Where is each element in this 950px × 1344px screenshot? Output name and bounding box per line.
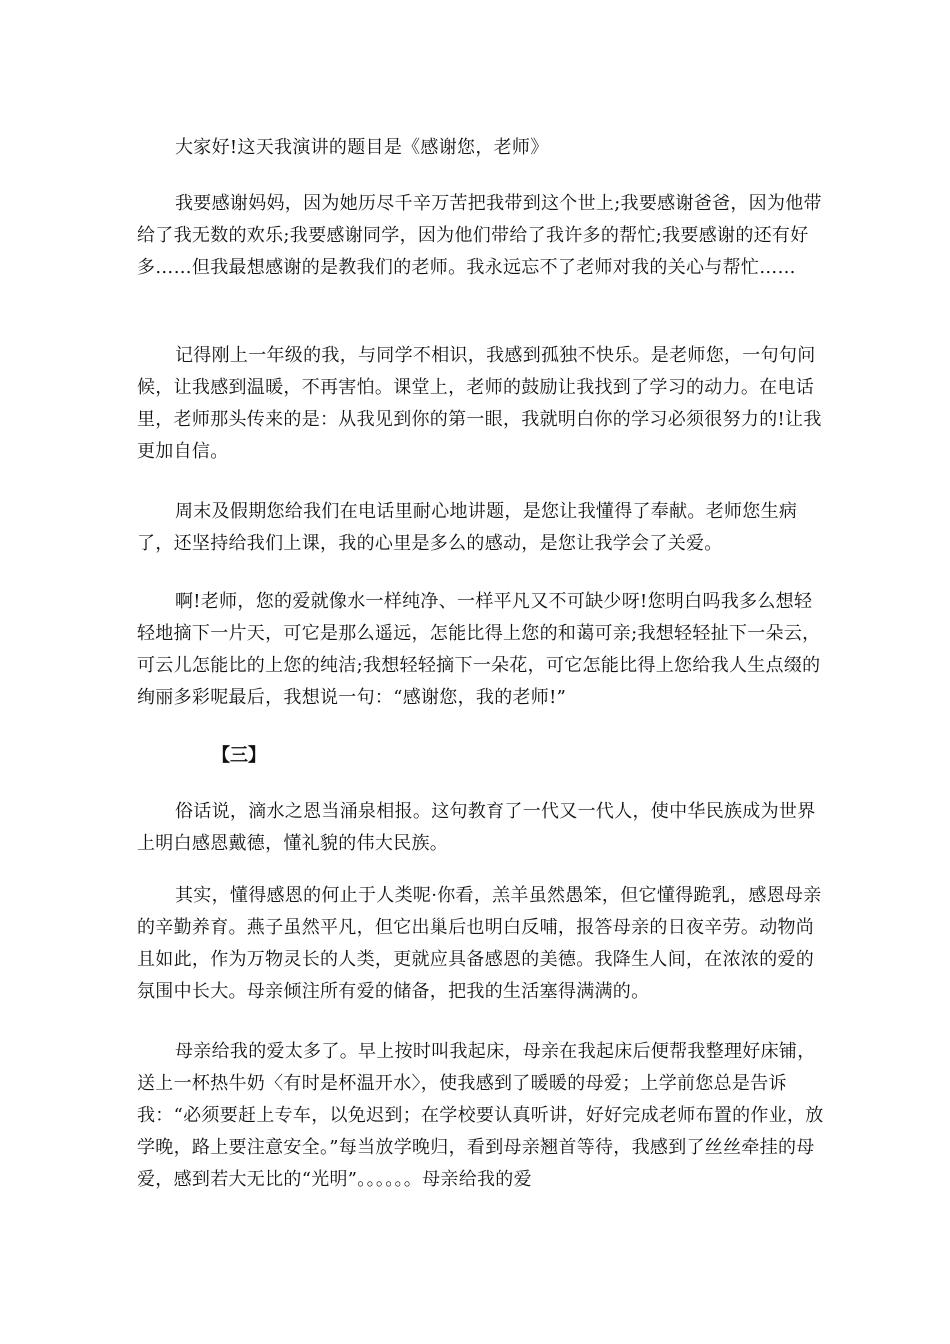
paragraph-greeting: 大家好!这天我演讲的题目是《感谢您，老师》 [175, 137, 549, 158]
paragraph-gratitude-nature: 其实，懂得感恩的何止于人类呢·你看，羔羊虽然愚笨，但它懂得跪乳，感恩母亲的辛勤养育。燕子虽然平凡，但它出巢后也明白反哺，报答母亲的日夜辛劳。动物尚且如此，作为万物灵长的人类，更就应具备感恩的美德。我降生人间，在浓浓的爱的氛围中长大。母亲倾注所有爱的储备，把我的生活塞得满满的。 [137, 885, 822, 1002]
paragraph-proverb: 俗话说，滴水之恩当涌泉相报。这句教育了一代又一代人，使中华民族成为世界上明白感恩戴德，懂礼貌的伟大民族。 [137, 801, 816, 854]
paragraph-praise: 啊!老师，您的爱就像水一样纯净、一样平凡又不可缺少呀!您明白吗我多么想轻轻地摘下一片天，可它是那么遥远，怎能比得上您的和蔼可亲;我想轻轻扯下一朵云，可云儿怎能比的上您的纯洁;我想轻轻摘下一朵花，可它怎能比得上您给我人生点缀的绚丽多彩呢最后，我想说一句：“感谢您，我的老师!” [137, 591, 821, 708]
paragraph-mother-love: 母亲给我的爱太多了。早上按时叫我起床，母亲在我起床后便帮我整理好床铺，送上一杯热牛奶〈有时是杯温开水〉，使我感到了暖暖的母爱；上学前您总是告诉我：“必须要赶上专车，以免迟到；在学校要认真听讲，好好完成老师布置的作业，放学晚，路上要注意安全。”每当放学晚归，看到母亲翘首等待，我感到了丝丝牵挂的母爱，感到若大无比的“光明”。。。。。。母亲给我的爱 [137, 1041, 824, 1190]
paragraph-memory: 记得刚上一年级的我，与同学不相识，我感到孤独不快乐。是老师您，一句句问候，让我感到温暖，不再害怕。课堂上，老师的鼓励让我找到了学习的动力。在电话里，老师那头传来的是：从我见到你的第一眼，我就明白你的学习必须很努力的!让我更加自信。 [137, 345, 822, 462]
section-heading: 【三】 [212, 745, 266, 766]
paragraph-weekend: 周末及假期您给我们在电话里耐心地讲题，是您让我懂得了奉献。老师您生病了，还坚持给我们上课，我的心里是多么的感动，是您让我学会了关爱。 [137, 501, 798, 554]
paragraph-thanks: 我要感谢妈妈，因为她历尽千辛万苦把我带到这个世上;我要感谢爸爸，因为他带给了我无数的欢乐;我要感谢同学，因为他们带给了我许多的帮忙;我要感谢的还有好多……但我最想感谢的是教我们的老师。我永远忘不了老师对我的关心与帮忙…… [137, 193, 822, 278]
